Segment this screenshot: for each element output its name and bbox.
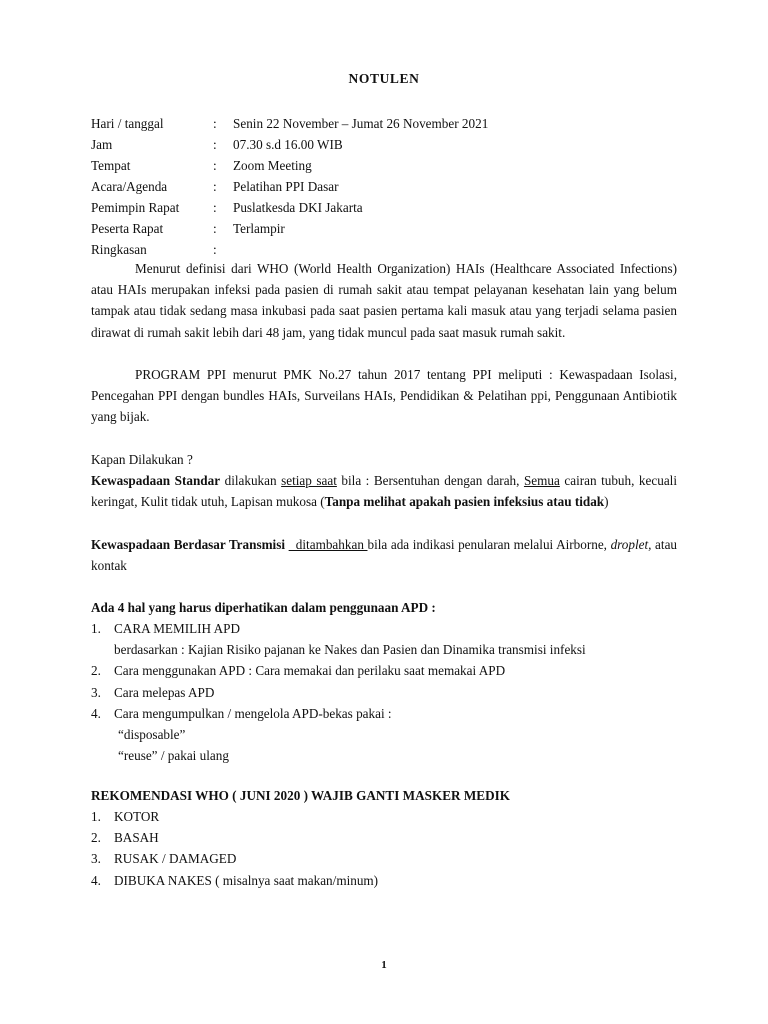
meta-label: Peserta Rapat xyxy=(91,221,164,236)
list-text: Cara mengumpulkan / mengelola APD-bekas pakai : xyxy=(114,705,392,721)
document-title: NOTULEN xyxy=(348,71,420,86)
list-item xyxy=(91,618,691,639)
meta-label: Tempat xyxy=(91,158,131,173)
list-item xyxy=(91,806,691,827)
list-item xyxy=(91,724,691,745)
list-item xyxy=(91,870,691,891)
apd-heading: Ada 4 hal yang harus diperhatikan dalam penggunaan APD : xyxy=(91,600,436,615)
meta-value: 07.30 s.d 16.00 WIB xyxy=(233,137,343,152)
meta-value: Pelatihan PPI Dasar xyxy=(233,179,339,194)
meeting-info xyxy=(91,113,691,260)
list-text: CARA MEMILIH APD xyxy=(114,621,241,636)
meta-colon: : xyxy=(213,137,217,152)
term-bold: Kewaspadaan Berdasar Transmisi xyxy=(91,537,286,552)
meta-row-leader xyxy=(91,197,691,218)
list-item xyxy=(91,703,691,724)
list-text: BASAH xyxy=(114,830,159,846)
meta-row-place xyxy=(91,155,691,176)
list-text: Cara menggunakan APD : Cara memakai dan perilaku saat memakai APD xyxy=(114,663,506,679)
transmission-precautions xyxy=(91,534,677,576)
list-text: berdasarkan : Kajian Risiko pajanan ke Nakes dan Pasien dan Dinamika transmisi infeksi xyxy=(114,642,586,658)
italic-text: droplet, xyxy=(610,537,652,552)
paragraph-text: PROGRAM PPI menurut PMK No.27 tahun 2017 tentang PPI meliputi : Kewaspadaan Isolasi, Pencegahan PPI dengan bundles HAIs, Surveilans HAIs, Pendidikan & Pelatihan ppi, Penggunaan Antibiotik yang bijak. xyxy=(91,367,677,425)
list-item xyxy=(91,682,691,703)
list-text: Cara melepas APD xyxy=(114,684,215,700)
meta-row-time xyxy=(91,134,691,155)
list-item xyxy=(91,745,691,766)
apd-list xyxy=(91,618,691,766)
list-number: 1. xyxy=(91,809,101,824)
paragraph-text: Menurut definisi dari WHO (World Health Organization) HAIs (Healthcare Associated Infections) atau HAIs merupakan infeksi pada pasien di rumah sakit atau tempat pelayanan kesehatan lain yang belum tampak atau tidak sedang masa inkubasi pada saat pasien pertama kali masuk atau yang terjadi selama pasien dirawat di rumah sakit lebih dari 48 jam, yang tidak muncul pada saat masuk rumah sakit. xyxy=(91,261,677,340)
list-number: 3. xyxy=(91,684,101,700)
list-text: “reuse” / pakai ulang xyxy=(118,748,229,764)
list-number: 2. xyxy=(91,663,101,679)
who-heading: REKOMENDASI WHO ( JUNI 2020 ) WAJIB GANTI MASKER MEDIK xyxy=(91,788,510,803)
underlined-text: ditambahkan xyxy=(288,537,368,552)
meta-value: Senin 22 November – Jumat 26 November 2021 xyxy=(233,116,489,131)
meta-label: Jam xyxy=(91,137,113,152)
meta-label: Acara/Agenda xyxy=(91,179,168,194)
who-list xyxy=(91,806,691,891)
meta-row-day xyxy=(91,113,691,134)
meta-row-participants xyxy=(91,218,691,239)
meta-value: Terlampir xyxy=(233,221,285,236)
meta-colon: : xyxy=(213,179,217,194)
list-text: RUSAK / DAMAGED xyxy=(114,851,237,867)
list-number: 2. xyxy=(91,830,101,846)
section-question: Kapan Dilakukan ? xyxy=(91,452,193,467)
text: atau kontak xyxy=(91,537,678,574)
meta-colon: : xyxy=(213,200,217,215)
text: cairan tubuh, kecuali keringat, Kulit tidak utuh, Lapisan mukosa ( xyxy=(91,473,677,510)
list-number: 3. xyxy=(91,851,101,867)
summary-paragraph-hais xyxy=(91,258,677,343)
list-text: “disposable” xyxy=(118,726,186,742)
standard-precautions xyxy=(91,470,677,512)
meta-colon: : xyxy=(213,116,217,131)
list-item xyxy=(91,848,691,869)
text: bila : Bersentuhan dengan darah, xyxy=(336,473,524,488)
list-number: 4. xyxy=(91,705,101,721)
list-text: DIBUKA NAKES ( misalnya saat makan/minum) xyxy=(114,872,379,888)
meta-row-summary xyxy=(91,239,691,260)
underlined-text: Semua xyxy=(523,473,560,488)
list-item xyxy=(91,639,691,660)
term-bold: Kewaspadaan Standar xyxy=(91,473,221,488)
meta-colon: : xyxy=(213,221,217,236)
meta-value: Puslatkesda DKI Jakarta xyxy=(233,200,363,215)
list-text: KOTOR xyxy=(114,809,160,824)
text: bila ada indikasi penularan melalui Airborne, xyxy=(367,537,611,552)
list-item xyxy=(91,660,691,681)
list-number: 1. xyxy=(91,621,101,636)
page-number: 1 xyxy=(381,959,387,971)
meta-label: Pemimpin Rapat xyxy=(91,200,180,215)
list-number: 4. xyxy=(91,872,101,888)
summary-paragraph-ppi xyxy=(91,364,677,428)
meta-value: Zoom Meeting xyxy=(233,158,312,173)
text: ) xyxy=(604,494,609,510)
meta-colon: : xyxy=(213,158,217,173)
meta-label: Ringkasan xyxy=(91,242,147,257)
bold-text: Tanpa melihat apakah pasien infeksius atau tidak xyxy=(324,494,605,510)
meta-row-agenda xyxy=(91,176,691,197)
meta-label: Hari / tanggal xyxy=(91,116,164,131)
list-item xyxy=(91,827,691,848)
text: dilakukan xyxy=(220,473,282,488)
meta-colon: : xyxy=(213,242,217,257)
underlined-text: setiap saat xyxy=(281,473,337,488)
